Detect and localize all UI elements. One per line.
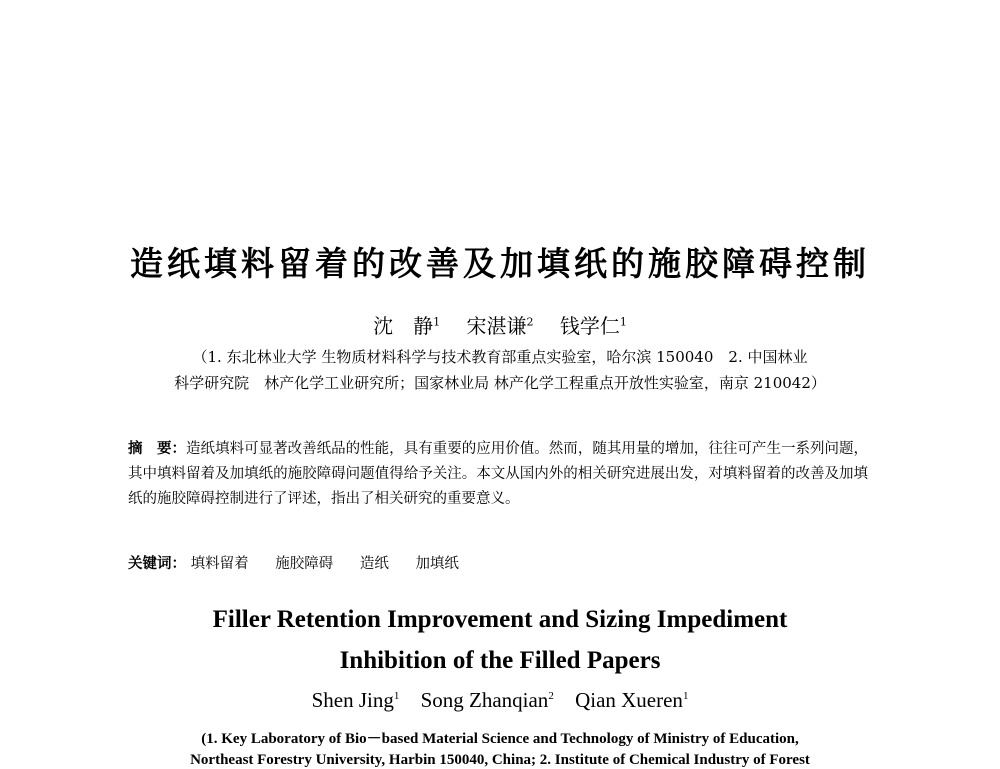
- english-title-line-1: Filler Retention Improvement and Sizing Impediment: [212, 606, 788, 633]
- keywords: [128, 552, 481, 573]
- keyword: 造纸: [359, 556, 389, 572]
- abstract: [128, 436, 868, 512]
- chinese-affiliation-line: （1. 东北林业大学 生物质材料科学与技术教育部重点实验室，哈尔滨 150040 2. 中国林业: [192, 348, 808, 366]
- english-author: Shen Jing$^1$: [311, 688, 400, 712]
- english-authors: [0, 688, 1000, 713]
- chinese-author: 钱学仁$^1$: [559, 314, 627, 338]
- chinese-affiliation: [0, 344, 1000, 396]
- keyword: 加填纸: [415, 556, 459, 572]
- chinese-author: 宋湛谦$^2$: [466, 314, 534, 338]
- chinese-authors: [0, 310, 1000, 339]
- chinese-title: 造纸填料留着的改善及加填纸的施胶障碍控制: [130, 244, 870, 283]
- abstract-label: 摘 要：: [128, 440, 187, 457]
- english-author: Qian Xueren$^1$: [575, 688, 689, 712]
- keyword: 填料留着: [190, 556, 249, 572]
- english-affiliation-line-2: Northeast Forestry University, Harbin 150040, China; 2. Institute of Chemical Industry of Forest: [190, 752, 810, 768]
- keyword: 施胶障碍: [275, 556, 334, 572]
- abstract-text: 造纸填料可显著改善纸品的性能，具有重要的应用价值。然而，随其用量的增加，往往可产生一系列问题，其中填料留着及加填纸的施胶障碍问题值得给予关注。本文从国内外的相关研究进展出发，对填料留着的改善及加填纸的施胶障碍控制进行了评述，指出了相关研究的重要意义。: [128, 441, 869, 507]
- chinese-affiliation-line: 科学研究院 林产化学工业研究所；国家林业局 林产化学工程重点开放性实验室，南京 210042）: [174, 374, 826, 392]
- english-author: Song Zhanqian$^2$: [420, 688, 554, 712]
- keywords-label: 关键词：: [128, 555, 186, 572]
- chinese-author: 沈 静$^1$: [373, 314, 441, 338]
- english-title-line-2: Inhibition of the Filled Papers: [339, 647, 661, 674]
- english-affiliation-line-1: (1. Key Laboratory of Bio－based Material Science and Technology of Ministry of Education,: [201, 731, 799, 747]
